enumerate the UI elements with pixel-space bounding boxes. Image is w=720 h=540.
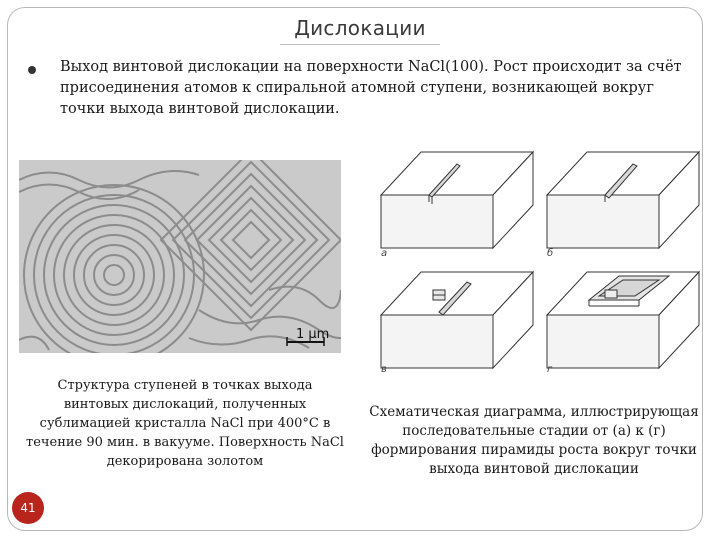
growth-stages-diagram	[377, 150, 707, 372]
step-pattern-image	[19, 160, 341, 353]
diagram-panel-b	[547, 152, 699, 259]
microscope-photo	[19, 160, 341, 353]
title-underline	[280, 44, 440, 45]
scale-bar-label: 1 μm	[296, 327, 330, 342]
slide-title: Дислокации	[294, 16, 426, 40]
diagram-panel-v	[381, 272, 533, 372]
panel-label-v: в	[381, 364, 387, 372]
diagram-panel-g	[547, 272, 699, 372]
photo-caption: Структура ступеней в точках выхода винтовых дислокаций, полученных сублимацией кристалла NaCl при 400°С в течение 90 мин. в вакууме. Поверхность NaCl декорирована золотом	[26, 378, 344, 469]
diagram-panel-a	[381, 152, 533, 259]
panel-label-a: а	[381, 248, 388, 259]
bullet-text: Выход винтовой дислокации на поверхности NaCl(100). Рост происходит за счёт присоединения атомов к спиральной атомной ступени, возникающей вокруг точки выхода винтовой дислокации.	[60, 59, 682, 117]
panel-label-b: б	[547, 248, 554, 259]
panel-label-g: г	[547, 364, 553, 372]
diagram-caption: Схематическая диаграмма, иллюстрирующая последовательные стадии от (а) к (г) формирования пирамиды роста вокруг точки выхода винтовой дислокации	[369, 404, 699, 477]
bullet-icon	[28, 66, 36, 74]
page-number-badge: 41	[12, 492, 44, 524]
